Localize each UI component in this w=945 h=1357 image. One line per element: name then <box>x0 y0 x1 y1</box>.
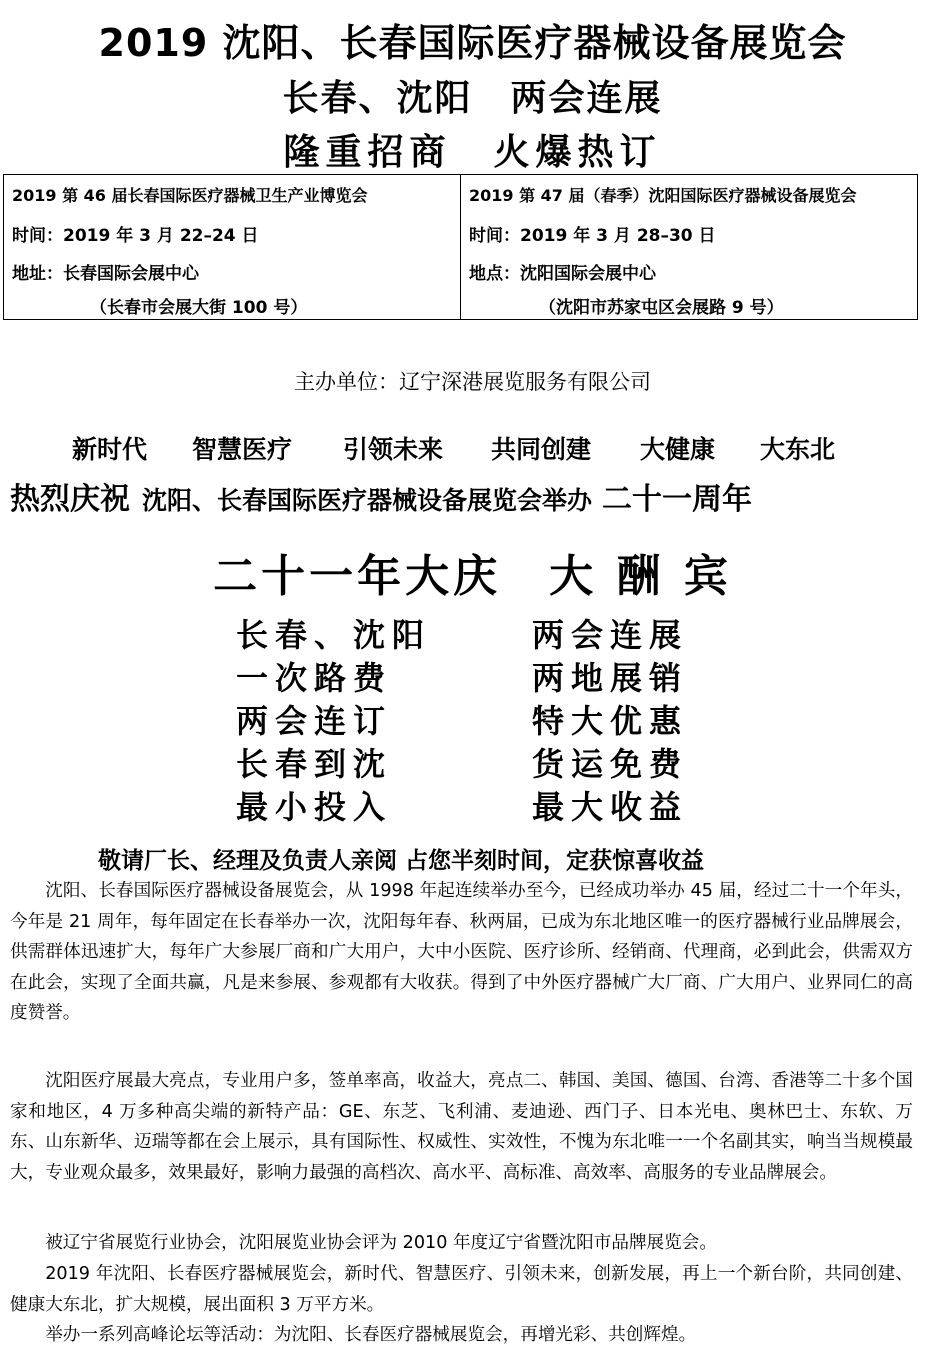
celebration-tail: 二十一周年 <box>602 482 753 517</box>
slogan-row <box>0 430 945 464</box>
body-paragraph: 举办一系列高峰论坛等活动：为沈阳、长春医疗器械展览会，再增光彩、共创辉煌。 <box>45 1325 697 1345</box>
slogan-item: 大东北 <box>760 435 836 464</box>
invitation-line: 敬请厂长、经理及负责人亲阅 占您半刻时间，定获惊喜收益 <box>98 848 705 874</box>
benefit-row <box>0 610 945 654</box>
benefit-right: 两会连展 <box>532 616 689 654</box>
event-name: 2019 第 46 届长春国际医疗器械卫生产业博览会 <box>12 186 368 205</box>
benefit-left: 长春到沈 <box>236 745 393 783</box>
page-title: 2019 沈阳、长春国际医疗器械设备展览会 <box>98 21 847 65</box>
slogan-item: 大健康 <box>640 435 716 464</box>
event-shenyang <box>460 175 917 319</box>
anniversary-banner: 二十一年大庆 大 酬 宾 <box>213 551 732 602</box>
event-changchun <box>4 175 460 319</box>
page-subtitle: 长春、沈阳 两会连展 <box>282 78 663 119</box>
benefit-right: 特大优惠 <box>532 702 689 740</box>
benefit-row <box>0 739 945 783</box>
benefit-right: 两地展销 <box>532 659 689 697</box>
celebration-lead: 热烈庆祝 <box>10 482 130 517</box>
organizer-line: 主办单位：辽宁深港展览服务有限公司 <box>294 370 651 394</box>
event-time: 时间：2019 年 3 月 28–30 日 <box>469 226 716 246</box>
event-info-table <box>3 174 918 320</box>
event-venue: 地点：沈阳国际会展中心 <box>469 264 656 284</box>
event-venue: 地址：长春国际会展中心 <box>12 264 199 284</box>
slogan-item: 智慧医疗 <box>192 435 293 464</box>
body-paragraph: 沈阳医疗展最大亮点，专业用户多，签单率高，收益大，亮点二、韩国、美国、德国、台湾、香港等二十多个国家和地区，4 万多种高尖端的新特产品：GE、东芝、飞利浦、麦迪逊、西门子、日本光电、奥林巴士、东软、万东、山东新华、迈瑞等都在会上展示，具有国际性、权威性、实效性，不愧为东北唯一一个名副其实，响当当规模最大，专业观众最多，效果最好，影响力最强的高档次、高水平、高标准、高效率、高服务的专业品牌展会。 <box>10 1071 913 1183</box>
benefit-row <box>0 696 945 740</box>
body-paragraph: 沈阳、长春国际医疗器械设备展览会，从 1998 年起连续举办至今，已经成功举办 45 届，经过二十一个年头，今年是 21 周年，每年固定在长春举办一次，沈阳每年春、秋两届，已成为东北地区唯一的医疗器械行业品牌展会，供需群体迅速扩大，每年广大参展厂商和广大用户，大中小医院、医疗诊所、经销商、代理商，必到此会，供需双方在此会，实现了全面共赢，凡是来参展、参观都有大收获。得到了中外医疗器械广大厂商、广大用户、业界同仁的高度赞誉。 <box>10 881 913 1023</box>
celebration-body: 沈阳、长春国际医疗器械设备展览会举办 <box>142 486 593 515</box>
page-tagline: 隆重招商 火爆热订 <box>283 132 662 173</box>
benefit-left: 一次路费 <box>236 659 393 697</box>
benefit-row <box>0 782 945 826</box>
slogan-item: 新时代 <box>72 435 148 464</box>
event-address: （长春市会展大街 100 号） <box>90 298 308 318</box>
event-address: （沈阳市苏家屯区会展路 9 号） <box>539 298 784 318</box>
benefit-left: 最小投入 <box>236 788 393 826</box>
body-paragraph: 2019 年沈阳、长春医疗器械展览会，新时代、智慧医疗、引领未来，创新发展，再上一个新台阶，共同创建、健康大东北，扩大规模，展出面积 3 万平方米。 <box>10 1264 913 1315</box>
slogan-item: 引领未来 <box>343 435 444 464</box>
benefit-left: 两会连订 <box>236 702 393 740</box>
benefit-left: 长春、沈阳 <box>236 616 432 654</box>
celebration-line <box>10 474 935 518</box>
benefit-right: 最大收益 <box>532 788 689 826</box>
body-paragraph: 被辽宁省展览行业协会，沈阳展览业协会评为 2010 年度辽宁省暨沈阳市品牌展览会。 <box>45 1233 717 1253</box>
event-time: 时间：2019 年 3 月 22–24 日 <box>12 226 259 246</box>
slogan-item: 共同创建 <box>491 435 592 464</box>
event-name: 2019 第 47 届（春季）沈阳国际医疗器械设备展览会 <box>469 186 857 205</box>
benefit-right: 货运免费 <box>532 745 689 783</box>
benefit-row <box>0 653 945 697</box>
